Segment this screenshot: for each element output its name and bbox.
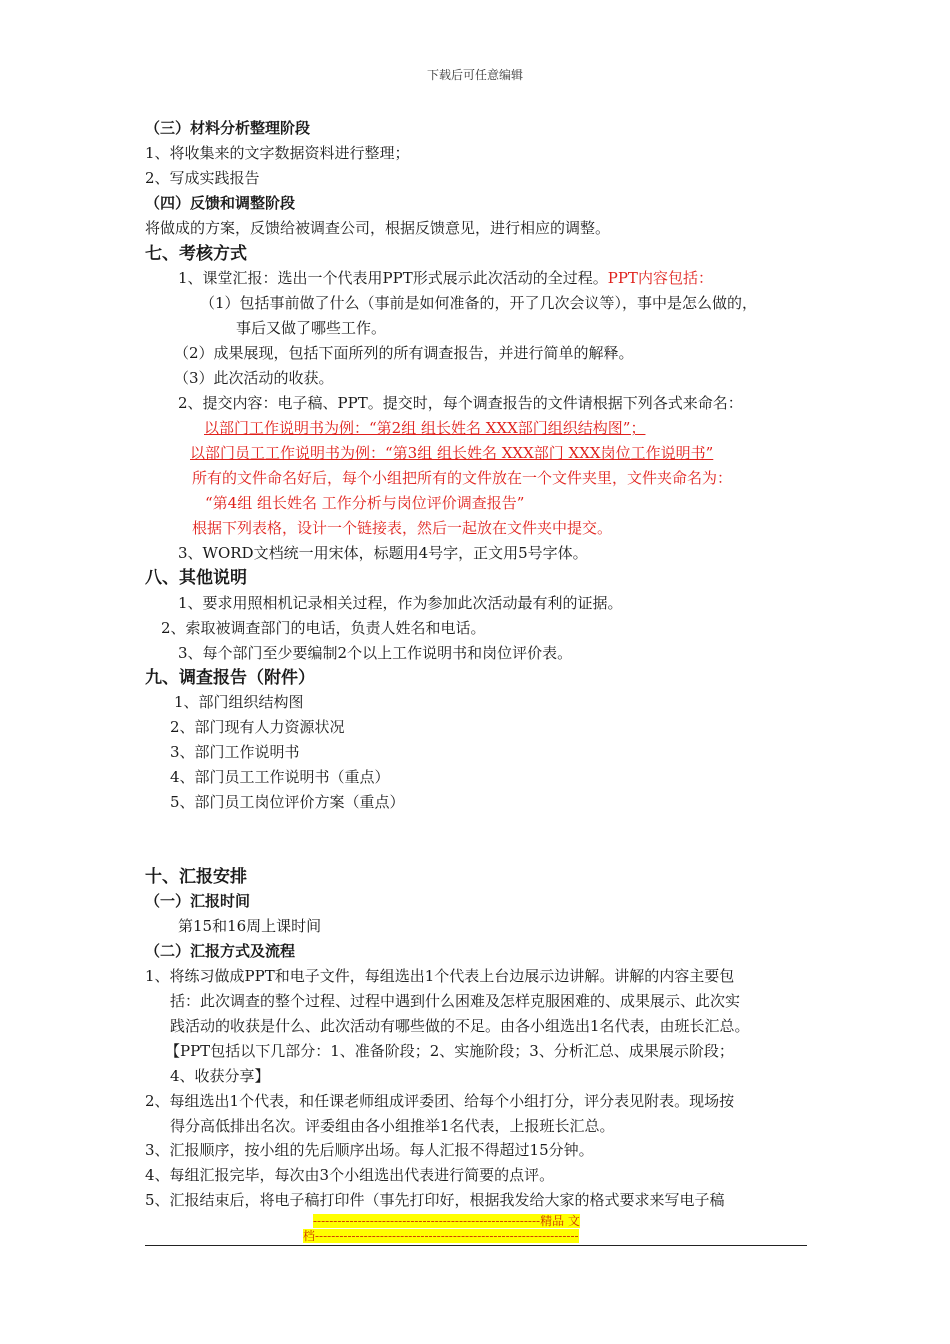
body-line: 践活动的收获是什么、此次活动有哪些做的不足。由各小组选出1名代表，由班长汇总。 bbox=[170, 1017, 750, 1035]
body-line: 4、每组汇报完毕，每次由3个小组选出代表进行简要的点评。 bbox=[145, 1166, 555, 1184]
body-line: （1）包括事前做了什么（事前是如何准备的，开了几次会议等），事中是怎么做的， bbox=[200, 294, 758, 312]
footer-rule bbox=[145, 1245, 807, 1246]
body-line: 5、部门员工岗位评价方案（重点） bbox=[170, 793, 405, 811]
body-line: 3、WORD文档统一用宋体，标题用4号字，正文用5号字体。 bbox=[178, 544, 588, 562]
subsection-heading: （三）材料分析整理阶段 bbox=[145, 119, 311, 137]
body-line-text: 1、课堂汇报：选出一个代表用PPT形式展示此次活动的全过程。 bbox=[178, 269, 608, 287]
section-heading: 八、其他说明 bbox=[145, 568, 247, 588]
body-line: 2、索取被调查部门的电话，负责人姓名和电话。 bbox=[161, 619, 486, 637]
body-line bbox=[178, 268, 713, 288]
body-line: 5、汇报结束后，将电子稿打印件（事先打印好，根据我发给大家的格式要求来写电子稿 bbox=[145, 1191, 725, 1209]
body-line: （2）成果展现，包括下面所列的所有调查报告，并进行简单的解释。 bbox=[174, 344, 634, 362]
body-line: 得分高低排出名次。评委组由各小组推举1名代表，上报班长汇总。 bbox=[170, 1117, 615, 1135]
body-line: （3）此次活动的收获。 bbox=[174, 369, 334, 387]
body-line: 1、将练习做成PPT和电子文件，每组选出1个代表上台边展示边讲解。讲解的内容主要包 bbox=[145, 967, 735, 985]
body-line: 第15和16周上课时间 bbox=[178, 917, 322, 935]
body-line: 1、将收集来的文字数据资料进行整理； bbox=[145, 144, 410, 162]
section-heading: 十、汇报安排 bbox=[145, 867, 247, 887]
body-line: 以部门员工工作说明书为例：“第3组 组长姓名 XXX部门 XXX岗位工作说明书” bbox=[190, 444, 714, 462]
body-line: 4、收获分享】 bbox=[170, 1067, 270, 1085]
subsection-heading: （二）汇报方式及流程 bbox=[145, 942, 296, 960]
body-line: 3、部门工作说明书 bbox=[170, 743, 300, 761]
section-heading: 七、考核方式 bbox=[145, 244, 247, 264]
body-line: 2、提交内容：电子稿、PPT。提交时，每个调查报告的文件请根据下列各式来命名： bbox=[178, 394, 743, 412]
highlight-text: PPT内容包括： bbox=[607, 269, 713, 287]
footer-watermark-line-1: --------------------------------------------------------精品 文 bbox=[313, 1214, 580, 1228]
subsection-heading: （四）反馈和调整阶段 bbox=[145, 194, 296, 212]
body-line: 以部门工作说明书为例：“第2组 组长姓名 XXX部门组织结构图”； bbox=[204, 419, 646, 437]
section-heading: 九、调查报告（附件） bbox=[145, 668, 315, 688]
page-header: 下载后可任意编辑 bbox=[426, 68, 523, 82]
footer-watermark-line-2: 档----------------------------------------------------------------- bbox=[303, 1229, 579, 1243]
body-line: 括：此次调查的整个过程、过程中遇到什么困难及怎样克服困难的、成果展示、此次实 bbox=[170, 992, 741, 1010]
body-line: 【PPT包括以下几部分：1、准备阶段；2、实施阶段；3、分析汇总、成果展示阶段； bbox=[165, 1042, 734, 1060]
body-line: 4、部门员工工作说明书（重点） bbox=[170, 768, 390, 786]
body-line: 2、写成实践报告 bbox=[145, 169, 260, 187]
body-line: 将做成的方案，反馈给被调查公司，根据反馈意见，进行相应的调整。 bbox=[145, 219, 611, 237]
body-line: 3、汇报顺序，按小组的先后顺序出场。每人汇报不得超过15分钟。 bbox=[145, 1141, 594, 1159]
body-line: 所有的文件命名好后，每个小组把所有的文件放在一个文件夹里，文件夹命名为： bbox=[192, 469, 733, 487]
body-line: “第4组 组长姓名 工作分析与岗位评价调查报告” bbox=[205, 494, 525, 512]
body-line: 3、每个部门至少要编制2个以上工作说明书和岗位评价表。 bbox=[178, 644, 573, 662]
body-line: 2、部门现有人力资源状况 bbox=[170, 718, 345, 736]
body-line: 1、要求用照相机记录相关过程，作为参加此次活动最有利的证据。 bbox=[178, 594, 623, 612]
body-line: 根据下列表格，设计一个链接表，然后一起放在文件夹中提交。 bbox=[192, 519, 613, 537]
subsection-heading: （一）汇报时间 bbox=[145, 892, 251, 910]
body-line: 事后又做了哪些工作。 bbox=[236, 319, 387, 337]
body-line: 2、每组选出1个代表，和任课老师组成评委团、给每个小组打分，评分表见附表。现场按 bbox=[145, 1092, 735, 1110]
body-line: 1、部门组织结构图 bbox=[174, 693, 304, 711]
